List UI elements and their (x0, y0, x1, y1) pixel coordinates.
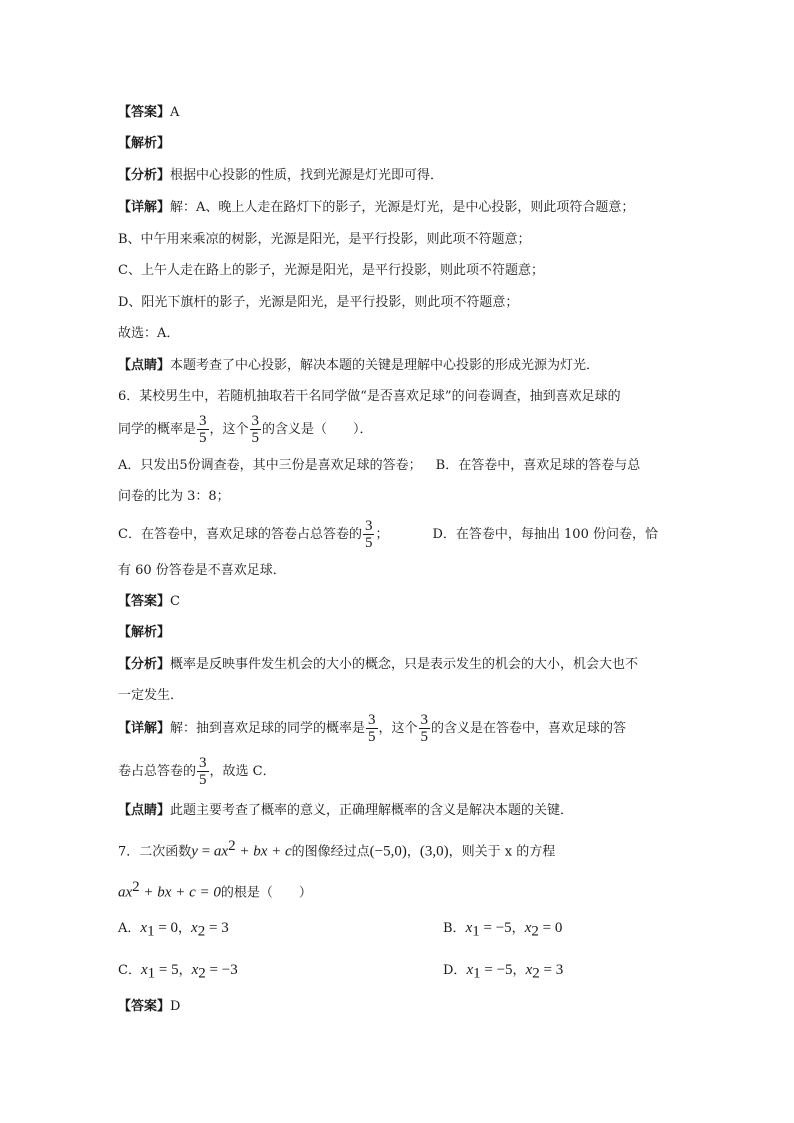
denominator: 5 (420, 729, 429, 745)
q7-options-ab (118, 918, 678, 942)
math: x (191, 962, 199, 978)
math: 2 (132, 879, 140, 895)
math: = (479, 920, 496, 936)
math: x (140, 920, 148, 936)
q6-xiangjie-cont (118, 755, 678, 789)
math: = (205, 920, 222, 936)
numerator: 3 (420, 712, 429, 728)
math: + bx + c = 0 (139, 884, 221, 901)
q7-stem-line2 (118, 877, 678, 903)
q5-fenxi (118, 166, 678, 186)
text: ； (375, 527, 389, 542)
q7-answer (118, 997, 678, 1017)
option-b: B．$x_1 = -5$，$x_2 = 0$ (443, 920, 563, 940)
answer-value: A (170, 105, 180, 120)
denominator: 5 (364, 535, 373, 551)
text: ，这个 (378, 721, 418, 736)
text: ， (406, 844, 420, 860)
math: 3 (555, 962, 564, 978)
math: = (480, 962, 497, 978)
text: 7．二次函数 (118, 844, 192, 860)
answer-value: C (170, 594, 180, 609)
q6-fenxi (118, 655, 678, 675)
math: = (197, 843, 214, 860)
text: ，故选 C． (209, 764, 276, 779)
math: 2 (228, 838, 236, 854)
q6-stem-line1: 6．某校男生中，若随机抽取若干名同学做“是否喜欢足球”的问卷调查，抽到喜欢足球的 (118, 389, 621, 404)
q5-analysis-tag: 【解析】 (118, 136, 171, 151)
q5-answer (118, 103, 678, 123)
math: = (538, 920, 555, 936)
math: = (155, 962, 172, 978)
dianjing-text: 此题主要考查了概率的意义，正确理解概率的含义是解决本题的关键． (170, 803, 574, 818)
answer-tag: 【答案】 (118, 594, 171, 609)
q6-option-ab (118, 456, 678, 476)
math: x (466, 962, 474, 978)
dianjing-tag: 【点睛】 (118, 358, 171, 373)
text: 的根是（ ） (220, 885, 312, 901)
fraction (363, 518, 375, 551)
math: x (191, 920, 198, 936)
text: ，则关于 x 的方程 (448, 844, 556, 860)
text: ， (178, 963, 192, 978)
q5-line-b: B、中午用来乘凉的树影，光源是阳光，是平行投影，则此项不符题意； (118, 232, 531, 247)
numerator: 3 (364, 518, 373, 534)
text: 卷占总答卷的 (118, 764, 197, 779)
math: −5 (495, 920, 512, 936)
dianjing-text: 本题考查了中心投影，解决本题的关键是理解中心投影的形成光源为灯光． (170, 358, 600, 373)
text: ， (512, 963, 526, 978)
option-d: D．$x_1 = -5$，$x_2 = 3$ (443, 962, 564, 982)
q5-choice: 故选：A． (118, 326, 180, 341)
q5-dianjing (118, 356, 678, 376)
math: y (191, 843, 198, 860)
option-b: B．在答卷中，喜欢足球的答卷与总 (435, 458, 641, 473)
text: 同学的概率是 (118, 422, 197, 437)
text: ， (178, 921, 192, 936)
math: + bx + c (235, 843, 292, 860)
text: ，这个 (209, 422, 249, 437)
numerator: 3 (368, 712, 376, 728)
fraction (366, 712, 378, 745)
xiangjie-tag: 【详解】 (118, 200, 171, 215)
math: x (524, 920, 532, 936)
text: B． (443, 921, 466, 936)
option-a: A．$x_1 = 0$，$x_2 = 3$ (118, 920, 229, 940)
answer-value: D (170, 999, 181, 1014)
q7-stem-line1 (118, 836, 678, 862)
text: 的图像经过点 (291, 844, 370, 860)
fenxi-tag: 【分析】 (118, 657, 171, 672)
denominator: 5 (251, 430, 260, 446)
math: 3 (221, 920, 229, 936)
option-a: A．只发出5份调查卷，其中三份是喜欢足球的答卷； (118, 458, 422, 473)
math: ax (213, 843, 229, 860)
q6-option-b-cont: 问卷的比为 3：8； (118, 489, 230, 504)
q5-xiangjie (118, 198, 678, 218)
option-d: D．在答卷中，每抽出 100 份问卷，恰 (432, 527, 658, 542)
q6-dianjing (118, 801, 678, 821)
q5-line-c: C、上午人走在路上的影子，光源是阳光，是平行投影，则此项不符题意； (118, 263, 544, 278)
math: x (140, 962, 148, 978)
option-c: C．$x_1 = 5$，$x_2 = -3$ (118, 962, 238, 982)
denominator: 5 (199, 430, 207, 446)
q7-options-cd (118, 960, 678, 984)
math: 0 (170, 920, 179, 936)
fenxi-tag: 【分析】 (118, 168, 171, 183)
answer-tag: 【答案】 (118, 999, 171, 1014)
q6-option-d-cont: 有 60 份答卷是不喜欢足球． (118, 563, 286, 578)
text: A． (118, 921, 141, 936)
math: 0 (554, 920, 563, 936)
denominator: 5 (368, 729, 376, 745)
fraction (250, 413, 262, 446)
fenxi-text: 根据中心投影的性质，找到光源是灯光即可得． (170, 168, 444, 183)
numerator: 3 (199, 413, 207, 429)
option-c: C．在答卷中，喜欢足球的答卷占总答卷的 (118, 527, 362, 542)
text: 的含义是（ ）． (262, 422, 373, 437)
math: −5 (496, 962, 513, 978)
text: 的含义是在答卷中，喜欢足球的答 (431, 721, 627, 736)
math: ax (118, 884, 133, 901)
math: x (465, 920, 473, 936)
math: = (205, 962, 222, 978)
q6-analysis-tag: 【解析】 (118, 625, 171, 640)
numerator: 3 (251, 413, 260, 429)
fenxi-text: 概率是反映事件发生机会的大小的概念，只是表示发生的机会的大小，机会大也不 (170, 657, 639, 672)
math: (3,0) (419, 843, 449, 860)
q6-stem-line2 (118, 413, 678, 447)
fraction (197, 413, 209, 446)
math: −3 (221, 962, 238, 978)
math: 5 (171, 962, 179, 978)
math: = (154, 920, 171, 936)
text: C． (118, 963, 141, 978)
math: (−5,0) (369, 843, 407, 860)
numerator: 3 (199, 755, 207, 771)
denominator: 5 (199, 772, 207, 788)
math: x (525, 962, 533, 978)
q6-xiangjie (118, 712, 678, 746)
answer-tag: 【答案】 (118, 105, 171, 120)
q5-line-d: D、阳光下旗杆的影子，光源是阳光，是平行投影，则此项不符题意； (118, 295, 519, 310)
text: D． (443, 963, 467, 978)
xiangjie-tag: 【详解】 (118, 721, 171, 736)
fraction (197, 755, 209, 788)
q6-fenxi-cont: 一定发生． (118, 688, 184, 703)
text: 解：抽到喜欢足球的同学的概率是 (170, 721, 366, 736)
q6-option-cd (118, 518, 678, 552)
xiangjie-text: 解：A、晚上人走在路灯下的影子，光源是灯光，是中心投影，则此项符合题意； (170, 200, 635, 215)
text: ， (511, 921, 525, 936)
math: = (539, 962, 556, 978)
q6-answer (118, 592, 678, 612)
fraction (419, 712, 431, 745)
dianjing-tag: 【点睛】 (118, 803, 171, 818)
